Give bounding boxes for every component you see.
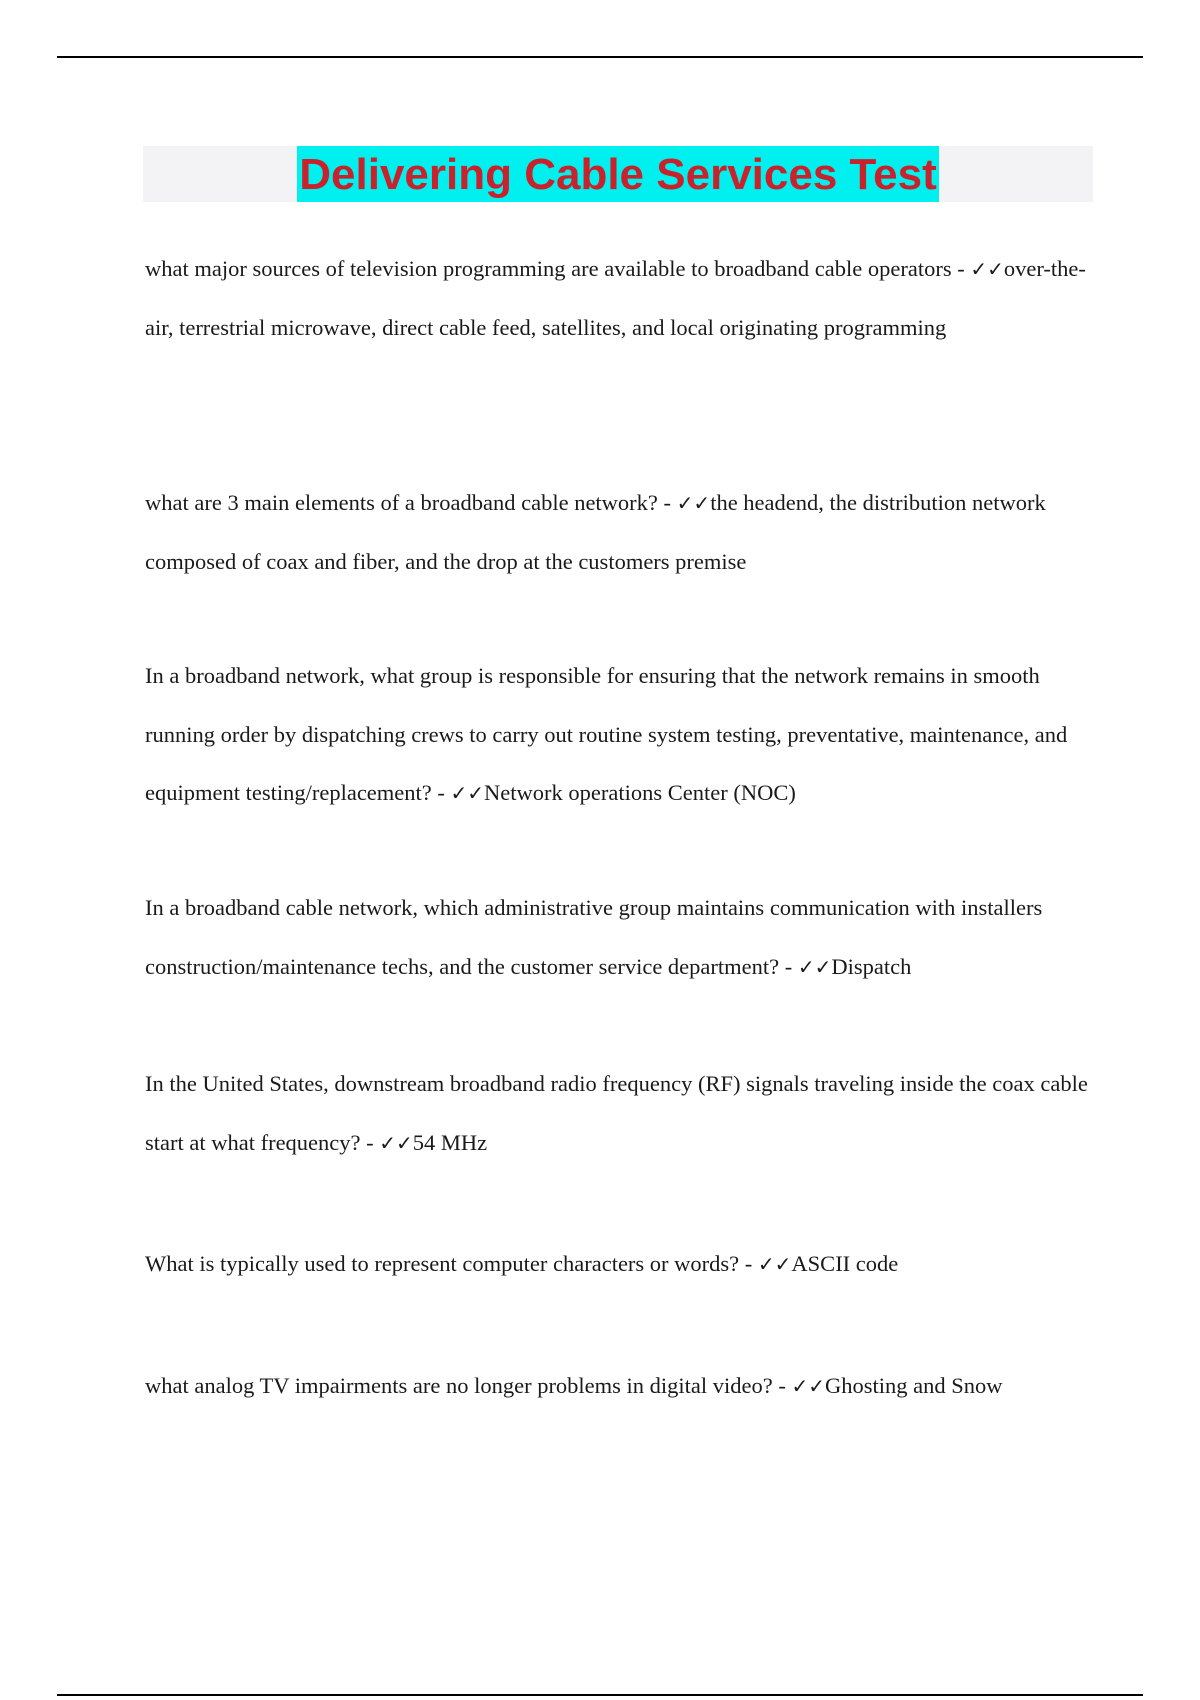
answer-text: Dispatch [831,953,912,979]
qa-item-2: what are 3 main elements of a broadband cable network? - ✓✓the headend, the distribution network composed of coax and fiber, and the drop at the customers premise [145,490,1046,574]
double-check-icon: ✓✓ [791,1374,826,1398]
double-check-icon: ✓✓ [757,1252,792,1276]
double-check-icon: ✓✓ [379,1130,413,1155]
question-text: What is typically used to represent computer characters or words? [145,1251,740,1276]
qa-item-4: In a broadband cable network, which administrative group maintains communication with installers construction/maintenance techs, and the customer service department? - ✓✓Dispatch [145,895,1043,979]
answer-text: Network operations Center (NOC) [484,780,796,805]
qa-item-7: what analog TV impairments are no longer problems in digital video? - ✓✓Ghosting and Snow [145,1373,1003,1398]
double-check-icon: ✓✓ [676,491,711,515]
question-text: what are 3 main elements of a broadband cable network? [145,490,658,515]
answer-text: 54 MHz [412,1129,488,1155]
qa-item-1: what major sources of television programming are available to broadband cable operators - ✓✓over-the-air, terrestrial microwave, direct cable feed, satellites, and local originating programming [145,256,1086,340]
double-check-icon: ✓✓ [797,954,832,979]
question-text: what major sources of television programming are available to broadband cable operators [145,256,952,281]
question-text: In a broadband cable network, which administrative group maintains communication with installers construction/maintenance techs, and the customer service department? [145,895,1043,979]
question-text: what analog TV impairments are no longer problems in digital video? [145,1373,773,1398]
answer-text: Ghosting and Snow [825,1373,1003,1398]
qa-item-3: In a broadband network, what group is responsible for ensuring that the network remains in smooth running order by dispatching crews to carry out routine system testing, preventative, maintenance, and equipment testing/replacement? - ✓✓Network operations Center (NOC) [145,663,1068,805]
footer-rule [57,1694,1143,1696]
qa-item-6: What is typically used to represent computer characters or words? - ✓✓ASCII code [145,1251,899,1276]
answer-text: the headend, the distribution network composed of coax and fiber, and the drop at the customers premise [145,490,1046,574]
qa-item-5: In the United States, downstream broadband radio frequency (RF) signals traveling inside the coax cable start at what frequency? - ✓✓54 MHz [145,1071,1088,1155]
title-band [143,146,1093,202]
question-text: In a broadband network, what group is responsible for ensuring that the network remains in smooth running order by dispatching crews to carry out routine system testing, preventative, maintenance, and equipment testing/replacement? [145,663,1068,805]
answer-text: over-the-air, terrestrial microwave, direct cable feed, satellites, and local originating programming [145,256,1086,340]
question-text: In the United States, downstream broadband radio frequency (RF) signals traveling inside the coax cable start at what frequency? [145,1071,1088,1155]
header-rule [57,56,1143,58]
double-check-icon: ✓✓ [970,257,1004,281]
document-title: Delivering Cable Services Test [297,146,938,202]
answer-text: ASCII code [791,1251,899,1276]
double-check-icon: ✓✓ [450,781,485,805]
